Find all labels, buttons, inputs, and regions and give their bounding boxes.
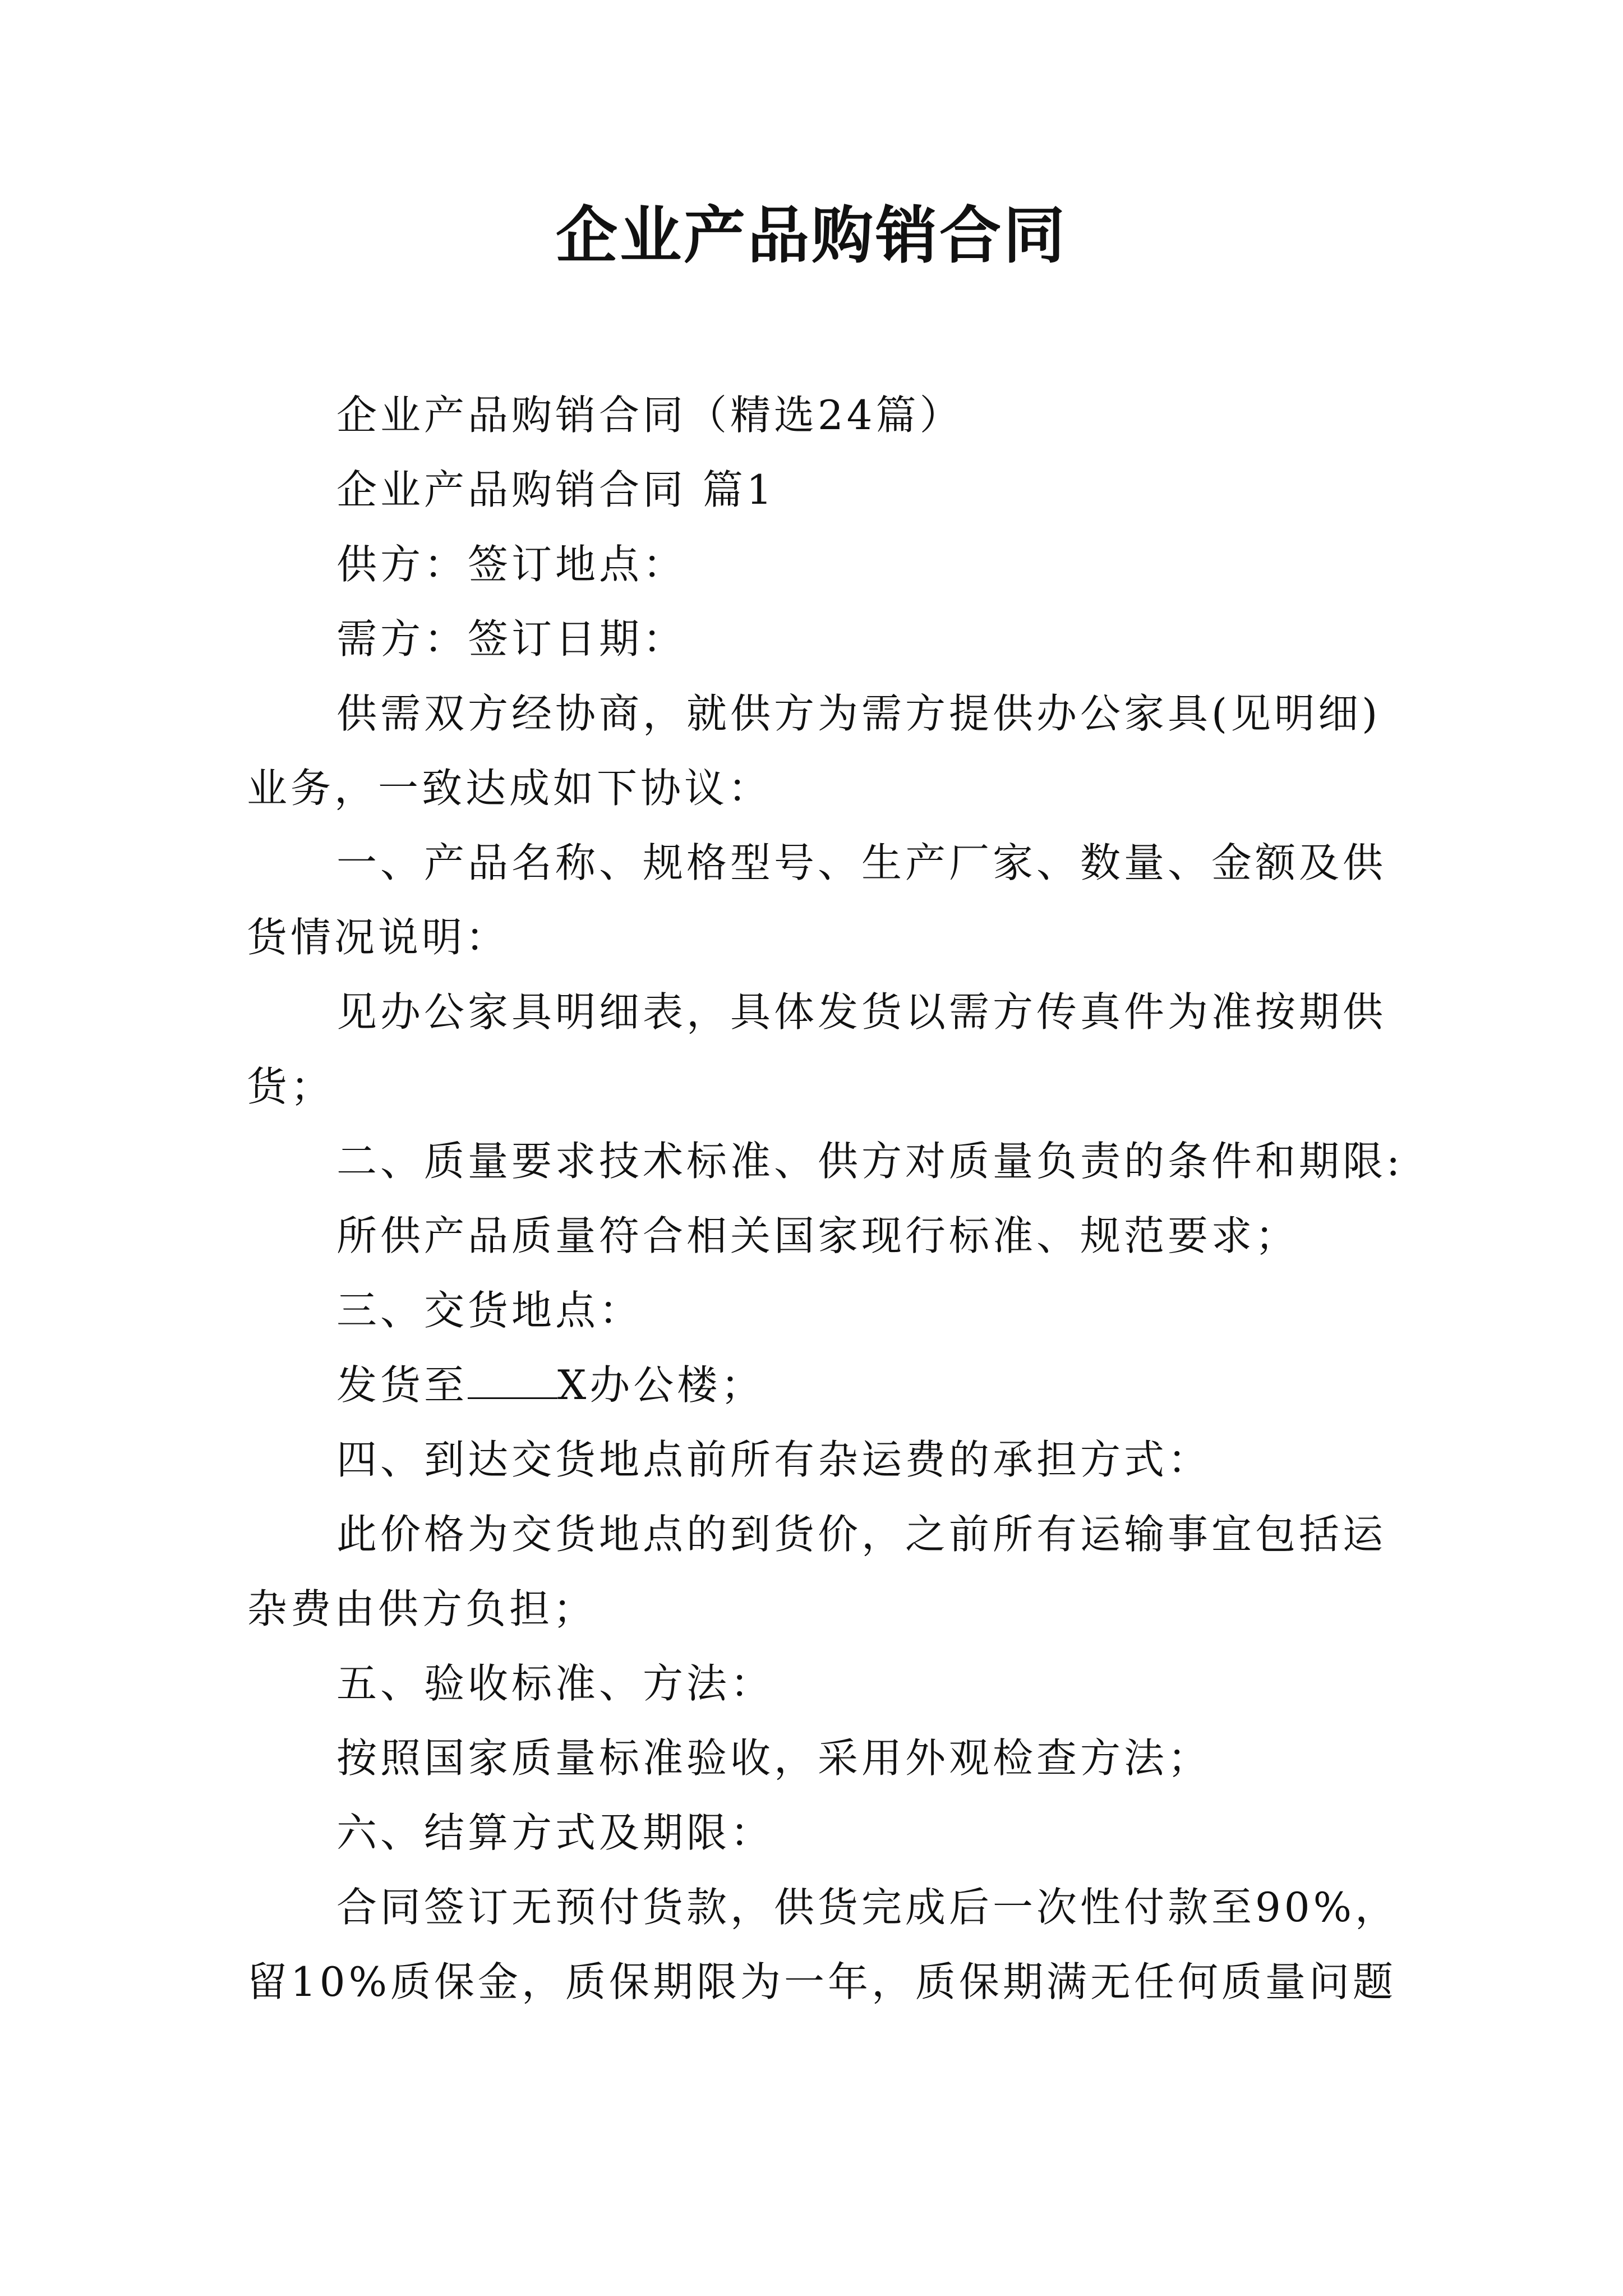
delivery-address-line: [336, 1357, 764, 1413]
paragraph-line: 留10%质保金，质保期限为一年，质保期满无任何质量问题: [247, 1958, 1397, 2005]
delivery-suffix: X办公楼；: [557, 1361, 765, 1409]
paragraph-line: 见办公家具明细表，具体发货以需方传真件为准按期供: [336, 988, 1387, 1036]
paragraph-line: 供需双方经协商，就供方为需方提供办公家具(见明细): [336, 690, 1381, 737]
clause-heading-line: 四、到达交货地点前所有杂运费的承担方式：: [336, 1436, 1212, 1483]
clause-heading-line: 一、产品名称、规格型号、生产厂家、数量、金额及供: [336, 839, 1387, 886]
subtitle-line: 企业产品购销合同（精选24篇）: [336, 392, 963, 439]
document-title: 企业产品购销合同: [556, 199, 1067, 272]
blank-underline: [468, 1358, 557, 1399]
paragraph-line: 合同签订无预付货款，供货完成后一次性付款至90%，: [336, 1884, 1399, 1931]
clause-heading-line: 三、交货地点：: [336, 1287, 643, 1334]
paragraph-line: 业务，一致达成如下协议：: [247, 765, 772, 812]
clause-heading-line: 六、结算方式及期限：: [336, 1809, 774, 1856]
clause-heading-line: 二、质量要求技术标准、供方对质量负责的条件和期限:: [336, 1138, 1404, 1185]
buyer-line: 需方：签订日期：: [336, 615, 687, 662]
supplier-line: 供方：签订地点：: [336, 541, 687, 588]
delivery-prefix: 发货至: [336, 1361, 468, 1409]
clause-heading-line: 五、验收标准、方法：: [336, 1660, 774, 1707]
paragraph-line: 货；: [247, 1063, 335, 1110]
paragraph-line: 所供产品质量符合相关国家现行标准、规范要求；: [336, 1212, 1299, 1259]
section-heading-line: 企业产品购销合同 篇1: [336, 466, 776, 513]
paragraph-line: 货情况说明：: [247, 914, 510, 961]
paragraph-line: 杂费由供方负担；: [247, 1585, 597, 1632]
paragraph-line: 按照国家质量标准验收，采用外观检查方法；: [336, 1734, 1212, 1782]
paragraph-line: 此价格为交货地点的到货价，之前所有运输事宜包括运: [336, 1511, 1387, 1558]
